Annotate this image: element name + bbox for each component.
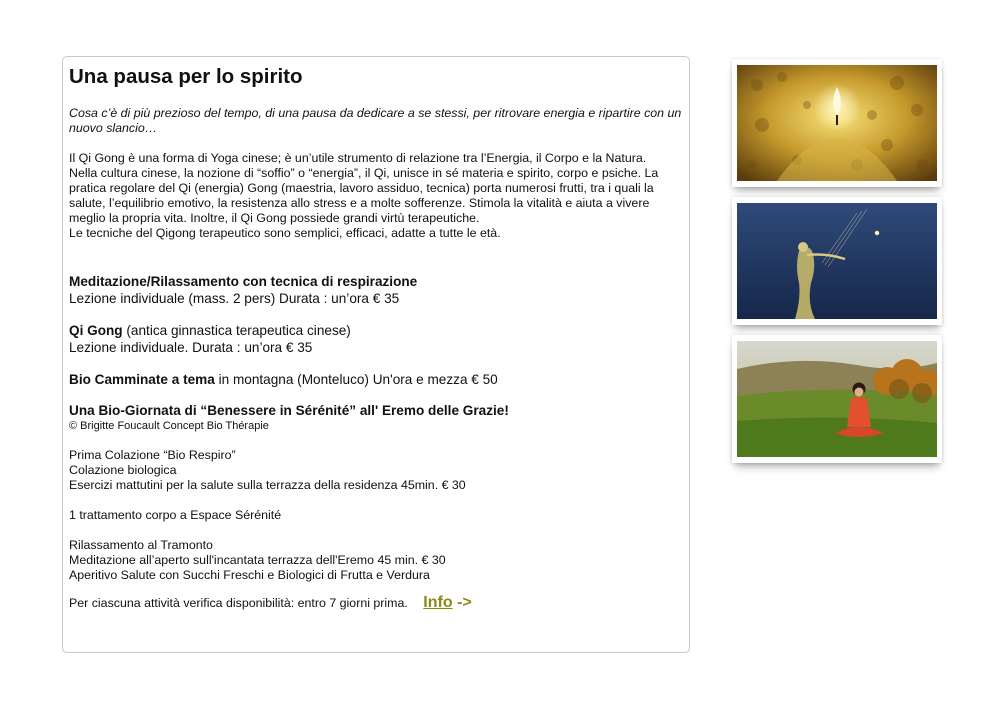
body-paragraph-3: Le tecniche del Qigong terapeutico sono semplici, efficaci, adatte a tutte le età.: [69, 226, 501, 240]
angel-painting-photo: [737, 203, 937, 319]
candle-photo: [737, 65, 937, 181]
page-title: Una pausa per lo spirito: [69, 65, 303, 88]
bio-day-line: Prima Colazione “Bio Respiro”: [69, 448, 236, 462]
offer-qigong-title: Qi Gong: [69, 323, 123, 338]
photo-frame-candle: [732, 59, 942, 187]
info-link[interactable]: [423, 594, 471, 611]
offer-bio-day-title: Una Bio-Giornata di “Benessere in Sérénité” all' Eremo delle Grazie!: [69, 403, 509, 418]
bio-day-evening: [69, 538, 683, 583]
offer-meditation-detail: Lezione individuale (mass. 2 pers) Durata : un’ora € 35: [69, 291, 400, 306]
footer-note-row: [69, 594, 683, 612]
bio-day-line: 1 trattamento corpo a Espace Sérénité: [69, 508, 282, 522]
bio-day-morning: [69, 448, 683, 493]
offer-walks-line: [69, 371, 683, 388]
photo-frame-meditation: [732, 335, 942, 463]
offer-qigong: [69, 322, 683, 356]
offer-qigong-detail: Lezione individuale. Durata : un’ora € 35: [69, 340, 313, 355]
offer-meditation-title: Meditazione/Rilassamento con tecnica di respirazione: [69, 274, 418, 289]
body-paragraph-2: Nella cultura cinese, la nozione di “soffio” o “energia”, il Qi, unisce in sé materia e spirito, corpo e psiche. La pratica regolare del Qi (energia) Gong (maestria, lavoro assiduo, tecnica) porta numerosi frutti, tra i quali la salute, l’equilibrio emotivo, la resistenza allo stress e a molte sofferenze. Stimola la vitalità e aiuta a vivere meglio la propria vita. Inoltre, il Qi Gong possiede grandi virtù terapeutiche.: [69, 166, 659, 225]
bio-day-line: Colazione biologica: [69, 463, 177, 477]
offer-qigong-heading: [69, 322, 683, 339]
intro-text: Cosa c’è di più prezioso del tempo, di una pausa da dedicare a se stessi, per ritrovare energia e ripartire con un nuovo slancio…: [69, 106, 682, 135]
offer-walks-title: Bio Camminate a tema: [69, 372, 215, 387]
availability-note: Per ciascuna attività verifica disponibilità: entro 7 giorni prima.: [69, 596, 408, 610]
body-paragraph-1: Il Qi Gong è una forma di Yoga cinese; è un’utile strumento di relazione tra l’Energia, il Corpo e la Natura.: [69, 151, 647, 165]
offer-bio-day-copyright: © Brigitte Foucault Concept Bio Thérapie: [69, 420, 269, 432]
offer-meditation: [69, 273, 683, 307]
bio-day-line: Rilassamento al Tramonto: [69, 538, 213, 552]
article-body: [69, 151, 683, 241]
photo-frame-angel: [732, 197, 942, 325]
offer-walks: [69, 371, 683, 388]
info-link-label: Info: [423, 594, 453, 611]
meditation-meadow-photo: [737, 341, 937, 457]
bio-day-treatment: [69, 508, 683, 523]
offer-qigong-subtitle: (antica ginnastica terapeutica cinese): [122, 323, 351, 338]
offer-bio-day: [69, 402, 683, 583]
content-card: [62, 56, 690, 653]
bio-day-line: Esercizi mattutini per la salute sulla terrazza della residenza 45min. € 30: [69, 478, 466, 492]
bio-day-line: Aperitivo Salute con Succhi Freschi e Biologici di Frutta e Verdura: [69, 568, 430, 582]
bio-day-line: Meditazione all’aperto sull'incantata terrazza dell'Eremo 45 min. € 30: [69, 553, 446, 567]
offer-walks-detail: in montagna (Monteluco) Un'ora e mezza € 50: [214, 372, 498, 387]
info-link-arrow: ->: [452, 594, 472, 611]
